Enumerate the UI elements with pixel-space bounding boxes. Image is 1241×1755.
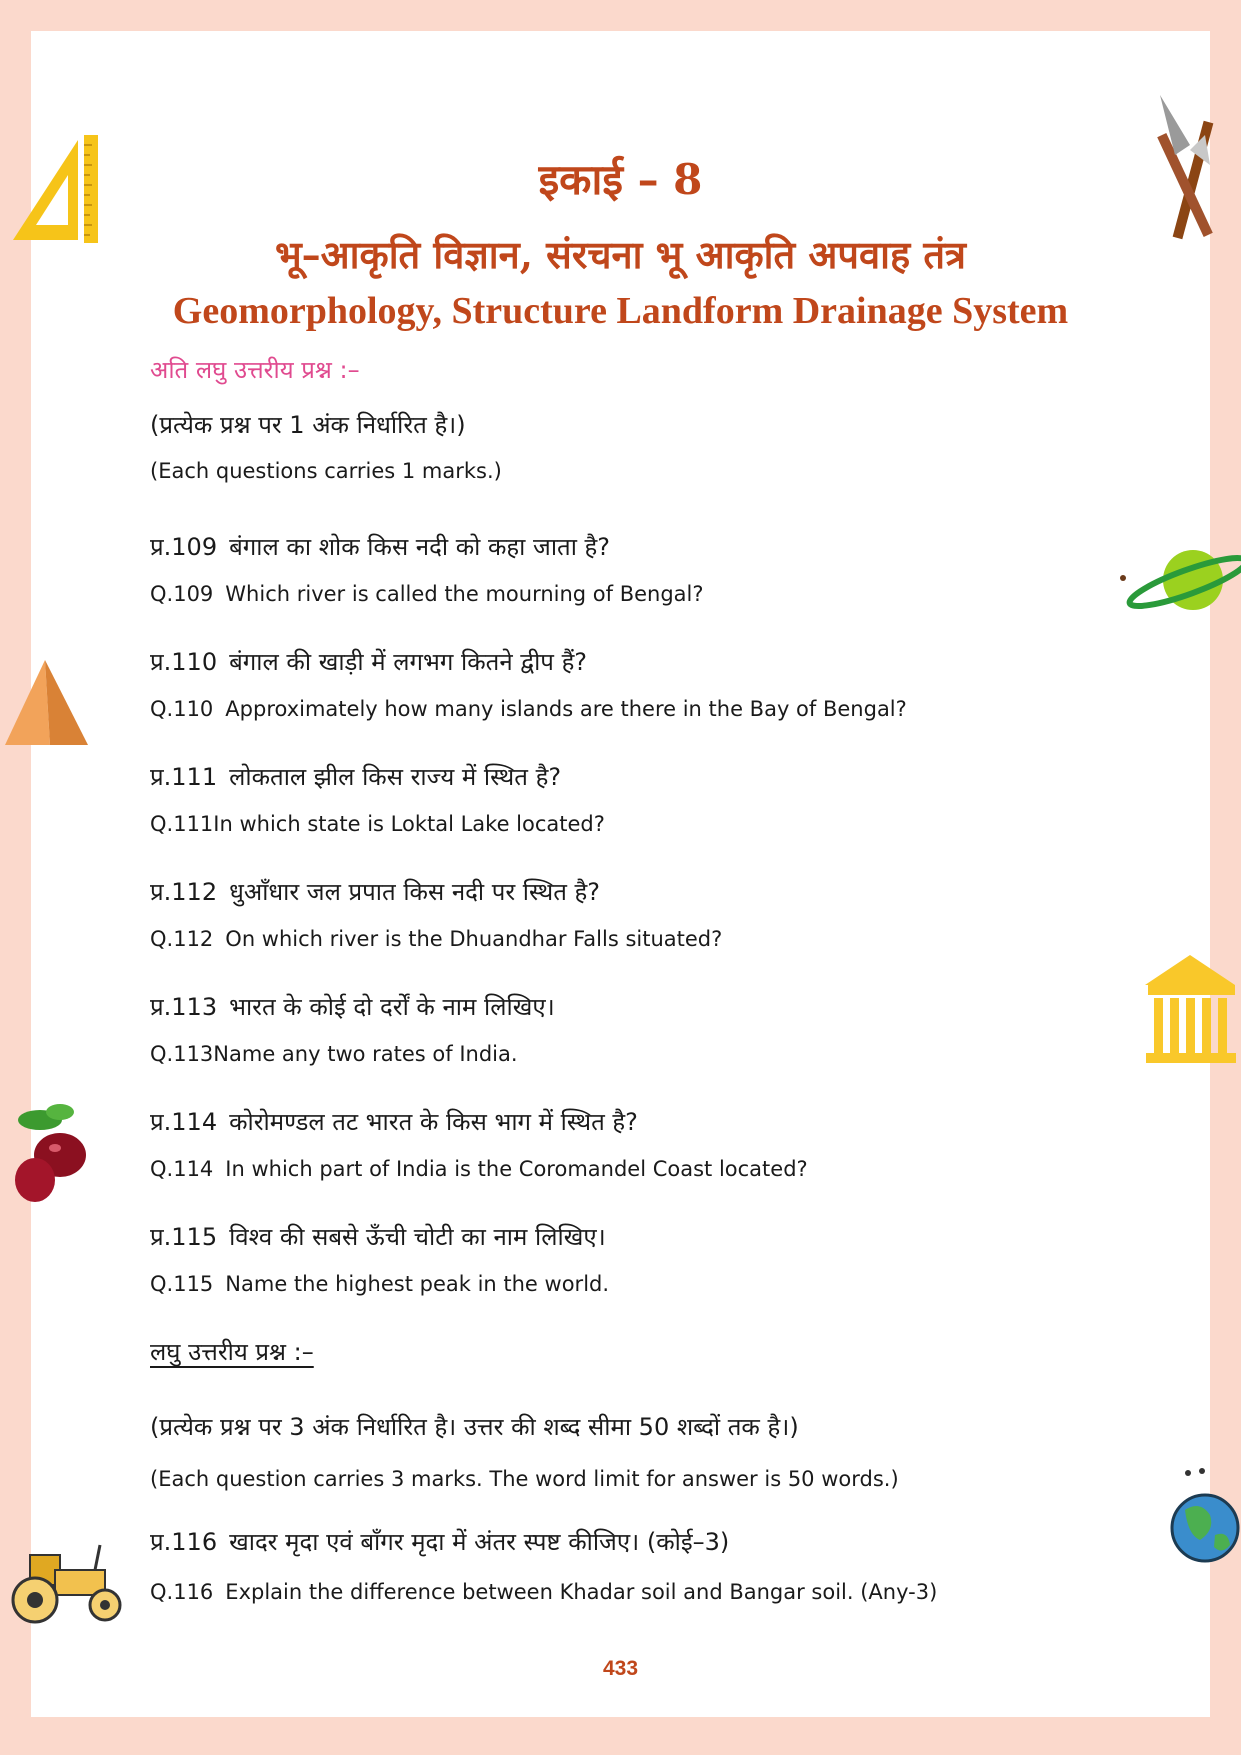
- question-number: प्र.114: [150, 1108, 218, 1136]
- question-english: [150, 1580, 937, 1604]
- page: [31, 31, 1210, 1717]
- question-number: प्र.112: [150, 878, 218, 906]
- question-text: Which river is called the mourning of Bengal?: [225, 582, 704, 606]
- question-number: Q.115: [150, 1272, 214, 1296]
- temple-icon: [1140, 950, 1241, 1070]
- question-number: प्र.115: [150, 1223, 218, 1251]
- page-number: 433: [602, 1657, 639, 1680]
- chapter-title-english: Geomorphology, Structure Landform Drainage System: [172, 290, 1069, 332]
- question-hindi: [150, 530, 610, 563]
- very-short-heading: अति लघु उत्तरीय प्रश्न :–: [150, 356, 360, 384]
- question-text: भारत के कोई दो दर्रों के नाम लिखिए।: [229, 993, 555, 1021]
- question-number: Q.111: [150, 812, 214, 836]
- unit-title: इकाई – 8: [538, 155, 703, 204]
- question-number: प्र.109: [150, 533, 218, 561]
- question-text: बंगाल की खाड़ी में लगभग कितने द्वीप हैं?: [229, 648, 588, 676]
- short-note-english: (Each question carries 3 marks. The word limit for answer is 50 words.): [150, 1467, 899, 1491]
- question-hindi: [150, 1525, 729, 1558]
- question-english: [150, 697, 907, 721]
- berry-icon: [5, 1100, 90, 1210]
- question-text: खादर मृदा एवं बाँगर मृदा में अंतर स्पष्ट कीजिए। (कोई–3): [229, 1528, 730, 1556]
- question-number: Q.110: [150, 697, 214, 721]
- globe-icon: [1170, 1465, 1241, 1570]
- question-hindi: [150, 1220, 606, 1253]
- question-english: [150, 1272, 609, 1296]
- question-english: [150, 1042, 518, 1066]
- question-text: बंगाल का शोक किस नदी को कहा जाता है?: [229, 533, 611, 561]
- short-heading: लघु उत्तरीय प्रश्न :–: [150, 1338, 314, 1366]
- very-short-note-english: (Each questions carries 1 marks.): [150, 459, 502, 483]
- question-hindi: [150, 645, 587, 678]
- chapter-title-hindi: भू–आकृति विज्ञान, संरचना भू आकृति अपवाह तंत्र: [274, 232, 967, 277]
- question-number: Q.114: [150, 1157, 214, 1181]
- question-text: In which state is Loktal Lake located?: [213, 812, 605, 836]
- saturn-icon: [1118, 540, 1241, 620]
- question-text: Explain the difference between Khadar soil and Bangar soil. (Any-3): [225, 1580, 938, 1604]
- question-hindi: [150, 990, 555, 1023]
- pyramid-icon: [0, 655, 90, 750]
- question-english: [150, 1157, 808, 1181]
- question-number: Q.112: [150, 927, 214, 951]
- question-english: [150, 812, 605, 836]
- question-number: प्र.113: [150, 993, 218, 1021]
- question-text: लोकताल झील किस राज्य में स्थित है?: [229, 763, 562, 791]
- short-note-hindi: (प्रत्येक प्रश्न पर 3 अंक निर्धारित है। उत्तर की शब्द सीमा 50 शब्दों तक है।): [150, 1413, 799, 1441]
- question-text: On which river is the Dhuandhar Falls situated?: [225, 927, 723, 951]
- question-number: Q.109: [150, 582, 214, 606]
- question-hindi: [150, 760, 561, 793]
- question-english: [150, 582, 704, 606]
- question-text: Name any two rates of India.: [213, 1042, 518, 1066]
- question-number: Q.116: [150, 1580, 214, 1604]
- question-english: [150, 927, 722, 951]
- question-number: प्र.111: [150, 763, 218, 791]
- question-text: कोरोमण्डल तट भारत के किस भाग में स्थित है?: [229, 1108, 638, 1136]
- question-number: प्र.116: [150, 1528, 218, 1556]
- question-text: Name the highest peak in the world.: [225, 1272, 610, 1296]
- question-text: In which part of India is the Coromandel Coast located?: [225, 1157, 808, 1181]
- question-text: धुआँधार जल प्रपात किस नदी पर स्थित है?: [229, 878, 601, 906]
- question-number: प्र.110: [150, 648, 218, 676]
- question-hindi: [150, 1105, 638, 1138]
- question-text: Approximately how many islands are there in the Bay of Bengal?: [225, 697, 907, 721]
- question-number: Q.113: [150, 1042, 214, 1066]
- tractor-icon: [0, 1530, 130, 1630]
- very-short-note-hindi: (प्रत्येक प्रश्न पर 1 अंक निर्धारित है।): [150, 411, 466, 439]
- question-hindi: [150, 875, 600, 908]
- question-text: विश्व की सबसे ऊँची चोटी का नाम लिखिए।: [229, 1223, 606, 1251]
